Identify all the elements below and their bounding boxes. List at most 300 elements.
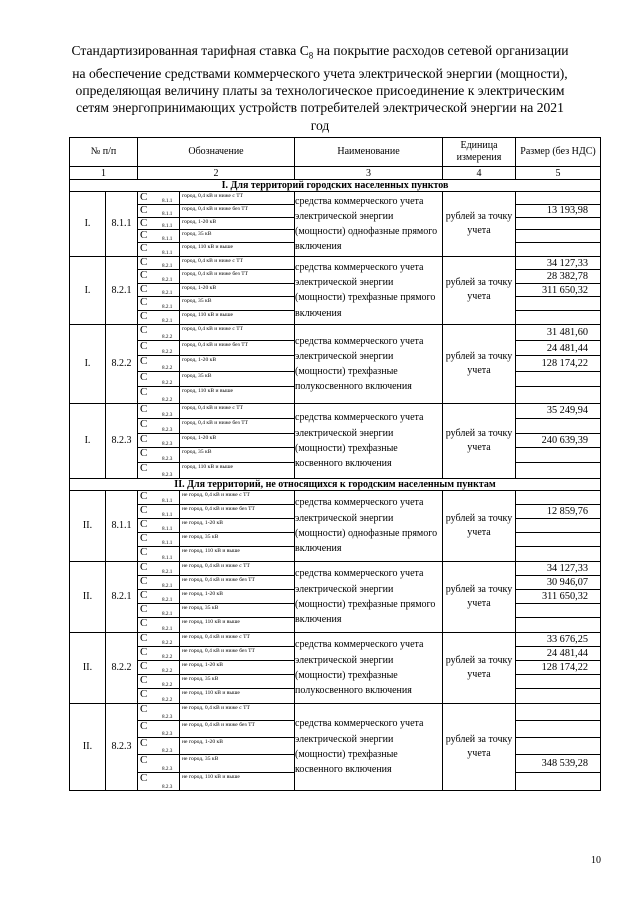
rate-condition: город, 35 кВ: [182, 449, 212, 456]
item-unit: рублей за точку учета: [443, 703, 516, 790]
rate-symbol-letter: С: [140, 417, 148, 430]
designation-subrow: [138, 491, 294, 505]
price-value: [516, 533, 600, 547]
item-name: средства коммерческого учета электрической энергии (мощности) трехфазные косвенного включения: [295, 703, 443, 790]
rate-symbol-letter: С: [140, 631, 148, 644]
rate-symbol: [138, 297, 180, 309]
section-roman: II.: [70, 490, 106, 561]
designation-subrow: [138, 604, 294, 618]
rate-symbol-index: 8.1.1: [162, 511, 173, 518]
item-name: средства коммерческого учета электрической энергии (мощности) трехфазные косвенного включения: [295, 403, 443, 478]
rate-symbol-letter: С: [140, 517, 148, 530]
rate-symbol-letter: С: [140, 588, 148, 601]
rate-symbol-letter: С: [140, 282, 148, 295]
rate-symbol: [138, 738, 180, 754]
designation-subrow: [138, 647, 294, 661]
rate-symbol: [138, 590, 180, 603]
rate-condition: не город, 1-20 кВ: [182, 519, 224, 526]
rate-condition: не город, 35 кВ: [182, 675, 219, 682]
rate-symbol-index: 8.2.3: [162, 765, 173, 772]
rate-condition: город, 35 кВ: [182, 231, 212, 238]
rate-condition: не город, 0,4 кВ и ниже без ТТ: [182, 647, 255, 654]
price-value: [516, 372, 600, 388]
rate-symbol: [138, 356, 180, 371]
rate-symbol-index: 8.2.2: [162, 681, 173, 688]
table-row: [70, 561, 601, 632]
rate-symbol-letter: С: [140, 229, 148, 242]
item-name: средства коммерческого учета электрической энергии (мощности) однофазные прямого включения: [295, 490, 443, 561]
price-value: 24 481,44: [516, 647, 600, 661]
rate-condition: город, 0,4 кВ и ниже без ТТ: [182, 341, 249, 348]
section-roman: II.: [70, 632, 106, 703]
rate-symbol-letter: С: [140, 203, 148, 216]
column-number: 5: [516, 167, 601, 180]
item-name: средства коммерческого учета электрической энергии (мощности) трехфазные полукосвенного включения: [295, 324, 443, 403]
price-cell: [516, 561, 601, 632]
rate-symbol: [138, 325, 180, 340]
rate-symbol: [138, 311, 180, 324]
rate-condition: город, 1-20 кВ: [182, 284, 217, 291]
rate-symbol-index: 8.2.3: [162, 426, 173, 433]
designation-subrow: [138, 618, 294, 632]
rate-symbol-letter: С: [140, 673, 148, 686]
rate-symbol-index: 8.2.1: [162, 582, 173, 589]
price-value: 13 193,98: [516, 205, 600, 218]
designation-subrow: [138, 590, 294, 604]
designation-cell: [138, 490, 295, 561]
rate-symbol-index: 8.2.2: [162, 349, 173, 356]
rate-symbol-index: 8.2.1: [162, 610, 173, 617]
rate-symbol-letter: С: [140, 216, 148, 229]
designation-subrow: [138, 284, 294, 297]
table-row: [70, 192, 601, 257]
designation-subrow: [138, 192, 294, 205]
price-value: [516, 721, 600, 738]
price-value: [516, 297, 600, 310]
rate-condition: город, 35 кВ: [182, 372, 212, 379]
designation-subrow: [138, 505, 294, 519]
rate-condition: не город, 1-20 кВ: [182, 590, 224, 597]
rate-symbol-letter: С: [140, 269, 148, 282]
rate-symbol: [138, 519, 180, 532]
rate-condition: город, 110 кВ и выше: [182, 388, 234, 395]
rate-condition: город, 0,4 кВ и ниже с ТТ: [182, 257, 244, 264]
rate-symbol: [138, 618, 180, 632]
rate-symbol-index: 8.1.1: [162, 210, 173, 217]
price-value: [516, 519, 600, 533]
price-cell: [516, 490, 601, 561]
rate-symbol-letter: С: [140, 503, 148, 516]
rate-symbol-index: 8.1.1: [162, 223, 173, 230]
rate-symbol-letter: С: [140, 402, 148, 415]
price-value: 31 481,60: [516, 325, 600, 341]
price-cell: [516, 256, 601, 324]
rate-symbol-letter: С: [140, 462, 148, 475]
rate-condition: город, 0,4 кВ и ниже без ТТ: [182, 205, 249, 212]
rate-symbol-index: 8.2.2: [162, 653, 173, 660]
rate-symbol-letter: С: [140, 309, 148, 322]
designation-subrow: [138, 448, 294, 463]
rate-symbol-index: 8.2.3: [162, 411, 173, 418]
rate-condition: город, 0,4 кВ и ниже без ТТ: [182, 271, 249, 278]
price-value: [516, 738, 600, 755]
item-code: 8.2.2: [106, 324, 138, 403]
rate-symbol-index: 8.1.1: [162, 554, 173, 561]
rate-condition: не город, 0,4 кВ и ниже без ТТ: [182, 722, 255, 729]
designation-subrow: [138, 773, 294, 790]
price-cell: [516, 192, 601, 257]
header-size: Размер (без НДС): [516, 138, 601, 167]
item-name: средства коммерческого учета электрической энергии (мощности) однофазные прямого включения: [295, 192, 443, 257]
price-cell: [516, 403, 601, 478]
designation-subrow: [138, 562, 294, 576]
rate-symbol-index: 8.2.3: [162, 456, 173, 463]
designation-subrow: [138, 257, 294, 270]
rate-condition: не город, 0,4 кВ и ниже без ТТ: [182, 576, 255, 583]
price-cell: [516, 324, 601, 403]
rate-symbol: [138, 576, 180, 589]
rate-symbol-index: 8.1.1: [162, 539, 173, 546]
rate-symbol-letter: С: [140, 531, 148, 544]
section-roman: II.: [70, 703, 106, 790]
item-code: 8.2.3: [106, 403, 138, 478]
table-row: [70, 256, 601, 324]
header-number: № п/п: [70, 138, 138, 167]
designation-subrow: [138, 547, 294, 561]
rate-symbol: [138, 533, 180, 546]
price-value: [516, 618, 600, 632]
rate-symbol-letter: С: [140, 355, 148, 368]
designation-subrow: [138, 463, 294, 478]
item-code: 8.2.1: [106, 256, 138, 324]
header-unit: Единица измерения: [443, 138, 516, 167]
document-title: Стандартизированная тарифная ставка $С_8$ на покрытие расходов сетевой организации на обеспечение средствами коммерческого учета электрической энергии (мощности), определяющая величину платы за технологическое присоединение к электрическим сетям энергопринимающих устройств потребителей электрической энергии на 2021 год: [71, 43, 569, 133]
designation-subrow: [138, 633, 294, 647]
rate-condition: не город, 110 кВ и выше: [182, 618, 240, 625]
rate-symbol-letter: С: [140, 645, 148, 658]
rate-symbol: [138, 704, 180, 720]
rate-symbol-letter: С: [140, 447, 148, 460]
designation-subrow: [138, 270, 294, 283]
rate-symbol-letter: С: [140, 720, 148, 733]
designation-subrow: [138, 434, 294, 449]
rate-condition: не город, 0,4 кВ и ниже с ТТ: [182, 704, 250, 711]
rate-symbol-index: 8.2.2: [162, 333, 173, 340]
rate-symbol: [138, 341, 180, 356]
price-value: [516, 311, 600, 324]
rate-symbol-index: 8.1.1: [162, 197, 173, 204]
price-value: 35 249,94: [516, 404, 600, 419]
rate-symbol: [138, 604, 180, 617]
rate-symbol-letter: С: [140, 432, 148, 445]
rate-symbol-index: 8.2.1: [162, 303, 173, 310]
rate-symbol-index: 8.2.2: [162, 667, 173, 674]
price-value: 33 676,25: [516, 633, 600, 647]
rate-condition: город, 1-20 кВ: [182, 434, 217, 441]
table-header-row: [70, 138, 601, 167]
rate-symbol-index: 8.2.3: [162, 714, 173, 721]
rate-symbol: [138, 243, 180, 256]
designation-subrow: [138, 661, 294, 675]
rate-symbol-letter: С: [140, 771, 148, 784]
price-value: [516, 547, 600, 561]
rate-symbol-index: 8.2.1: [162, 596, 173, 603]
price-cell: [516, 703, 601, 790]
rate-symbol-letter: С: [140, 191, 148, 203]
rate-symbol: [138, 205, 180, 217]
rate-symbol: [138, 661, 180, 674]
rate-symbol: [138, 647, 180, 660]
tariff-table: [69, 137, 601, 791]
section-header-row: [70, 180, 601, 192]
item-unit: рублей за точку учета: [443, 561, 516, 632]
page-number: 10: [591, 855, 601, 866]
rate-symbol-letter: С: [140, 574, 148, 587]
price-value: [516, 448, 600, 463]
column-number: 2: [138, 167, 295, 180]
designation-cell: [138, 403, 295, 478]
rate-symbol: [138, 419, 180, 433]
rate-symbol: [138, 372, 180, 387]
price-value: 240 639,39: [516, 434, 600, 449]
rate-symbol-index: 8.2.2: [162, 364, 173, 371]
section-header-row: [70, 478, 601, 490]
rate-symbol: [138, 404, 180, 418]
rate-condition: город, 110 кВ и выше: [182, 244, 234, 251]
rate-symbol: [138, 192, 180, 204]
price-value: [516, 689, 600, 703]
rate-symbol-index: 8.1.1: [162, 525, 173, 532]
designation-subrow: [138, 738, 294, 755]
rate-symbol: [138, 505, 180, 518]
designation-subrow: [138, 689, 294, 703]
item-name: средства коммерческого учета электрической энергии (мощности) трехфазные полукосвенного включения: [295, 632, 443, 703]
designation-subrow: [138, 721, 294, 738]
rate-symbol: [138, 547, 180, 561]
rate-condition: город, 1-20 кВ: [182, 218, 217, 225]
rate-symbol: [138, 270, 180, 282]
designation-cell: [138, 256, 295, 324]
rate-symbol-letter: С: [140, 339, 148, 352]
price-value: [516, 675, 600, 689]
designation-subrow: [138, 387, 294, 403]
table-row: [70, 703, 601, 790]
rate-symbol-letter: С: [140, 545, 148, 558]
designation-subrow: [138, 297, 294, 310]
rate-symbol: [138, 257, 180, 269]
rate-symbol: [138, 773, 180, 790]
rate-condition: не город, 0,4 кВ и ниже с ТТ: [182, 633, 250, 640]
rate-symbol-letter: С: [140, 255, 148, 268]
designation-subrow: [138, 419, 294, 434]
rate-symbol-index: 8.2.2: [162, 639, 173, 646]
rate-condition: не город, 0,4 кВ и ниже с ТТ: [182, 491, 250, 498]
designation-subrow: [138, 341, 294, 357]
designation-subrow: [138, 218, 294, 231]
rate-condition: город, 1-20 кВ: [182, 357, 217, 364]
rate-symbol: [138, 230, 180, 242]
designation-subrow: [138, 519, 294, 533]
item-code: 8.2.2: [106, 632, 138, 703]
price-cell: [516, 632, 601, 703]
rate-condition: не город, 0,4 кВ и ниже без ТТ: [182, 505, 255, 512]
table-row: [70, 632, 601, 703]
price-value: [516, 243, 600, 256]
rate-symbol-index: 8.1.1: [162, 236, 173, 243]
price-value: 24 481,44: [516, 341, 600, 357]
item-code: 8.2.1: [106, 561, 138, 632]
price-value: 348 539,28: [516, 755, 600, 772]
table-row: [70, 490, 601, 561]
price-value: [516, 218, 600, 231]
designation-subrow: [138, 230, 294, 243]
rate-symbol: [138, 633, 180, 646]
rate-condition: город, 110 кВ и выше: [182, 311, 234, 318]
designation-subrow: [138, 325, 294, 341]
item-code: 8.2.3: [106, 703, 138, 790]
rate-symbol-index: 8.2.1: [162, 263, 173, 270]
price-value: [516, 192, 600, 205]
designation-subrow: [138, 576, 294, 590]
table-row: [70, 324, 601, 403]
rate-symbol: [138, 721, 180, 737]
rate-symbol-index: 8.2.1: [162, 625, 173, 632]
rate-symbol-letter: С: [140, 659, 148, 672]
designation-subrow: [138, 755, 294, 772]
designation-cell: [138, 324, 295, 403]
price-value: 128 174,22: [516, 661, 600, 675]
rate-symbol: [138, 562, 180, 575]
item-unit: рублей за точку учета: [443, 324, 516, 403]
price-value: [516, 463, 600, 478]
price-value: [516, 604, 600, 618]
item-name: средства коммерческого учета электрической энергии (мощности) трехфазные прямого включения: [295, 256, 443, 324]
section-title: I. Для территорий городских населенных пунктов: [70, 180, 601, 192]
designation-subrow: [138, 404, 294, 419]
designation-subrow: [138, 704, 294, 721]
item-unit: рублей за точку учета: [443, 403, 516, 478]
rate-symbol-letter: С: [140, 296, 148, 309]
designation-subrow: [138, 372, 294, 388]
designation-subrow: [138, 533, 294, 547]
rate-condition: город, 0,4 кВ и ниже без ТТ: [182, 419, 249, 426]
price-value: 311 650,32: [516, 284, 600, 297]
rate-symbol-letter: С: [140, 616, 148, 629]
rate-symbol: [138, 218, 180, 230]
rate-condition: не город, 35 кВ: [182, 533, 219, 540]
rate-symbol-letter: С: [140, 323, 148, 336]
section-roman: I.: [70, 324, 106, 403]
column-number: 1: [70, 167, 138, 180]
rate-symbol-letter: С: [140, 702, 148, 715]
price-value: 34 127,33: [516, 257, 600, 270]
rate-symbol: [138, 689, 180, 703]
price-value: [516, 704, 600, 721]
rate-condition: не город, 110 кВ и выше: [182, 547, 240, 554]
section-roman: I.: [70, 403, 106, 478]
rate-symbol-letter: С: [140, 386, 148, 399]
rate-symbol-index: 8.2.1: [162, 568, 173, 575]
rate-symbol-index: 8.2.3: [162, 731, 173, 738]
designation-cell: [138, 192, 295, 257]
designation-cell: [138, 561, 295, 632]
price-value: 28 382,78: [516, 270, 600, 283]
rate-symbol-index: 8.2.2: [162, 380, 173, 387]
rate-symbol: [138, 284, 180, 296]
designation-cell: [138, 703, 295, 790]
rate-symbol-letter: С: [140, 737, 148, 750]
column-number: 4: [443, 167, 516, 180]
rate-condition: не город, 35 кВ: [182, 756, 219, 763]
rate-symbol-letter: С: [140, 489, 148, 502]
item-unit: рублей за точку учета: [443, 632, 516, 703]
rate-symbol-index: 8.2.2: [162, 396, 173, 403]
rate-condition: не город, 1-20 кВ: [182, 739, 224, 746]
price-value: [516, 773, 600, 790]
rate-symbol-index: 8.1.1: [162, 497, 173, 504]
item-unit: рублей за точку учета: [443, 256, 516, 324]
rate-condition: город, 35 кВ: [182, 298, 212, 305]
column-number: 3: [295, 167, 443, 180]
rate-symbol: [138, 491, 180, 504]
rate-condition: не город, 110 кВ и выше: [182, 773, 240, 780]
designation-subrow: [138, 311, 294, 324]
rate-condition: город, 0,4 кВ и ниже с ТТ: [182, 404, 244, 411]
rate-symbol-letter: С: [140, 560, 148, 573]
item-code: 8.1.1: [106, 192, 138, 257]
designation-cell: [138, 632, 295, 703]
item-name: средства коммерческого учета электрической энергии (мощности) трехфазные прямого включения: [295, 561, 443, 632]
price-value: 34 127,33: [516, 562, 600, 576]
rate-symbol: [138, 434, 180, 448]
rate-symbol: [138, 448, 180, 462]
price-value: [516, 419, 600, 434]
price-value: 30 946,07: [516, 576, 600, 590]
item-unit: рублей за точку учета: [443, 192, 516, 257]
rate-symbol-letter: С: [140, 602, 148, 615]
rate-symbol: [138, 463, 180, 478]
designation-subrow: [138, 205, 294, 218]
rate-symbol-index: 8.2.1: [162, 317, 173, 324]
rate-symbol-index: 8.2.2: [162, 696, 173, 703]
price-value: 128 174,22: [516, 356, 600, 372]
rate-condition: город, 0,4 кВ и ниже с ТТ: [182, 325, 244, 332]
section-roman: II.: [70, 561, 106, 632]
designation-subrow: [138, 243, 294, 256]
rate-symbol-letter: С: [140, 687, 148, 700]
price-value: [516, 387, 600, 403]
column-numbers-row: [70, 167, 601, 180]
rate-symbol-index: 8.2.1: [162, 290, 173, 297]
rate-symbol-letter: С: [140, 754, 148, 767]
rate-condition: город, 110 кВ и выше: [182, 464, 234, 471]
item-code: 8.1.1: [106, 490, 138, 561]
rate-condition: не город, 0,4 кВ и ниже с ТТ: [182, 562, 250, 569]
designation-subrow: [138, 356, 294, 372]
item-unit: рублей за точку учета: [443, 490, 516, 561]
rate-condition: город, 0,4 кВ и ниже с ТТ: [182, 193, 244, 199]
section-roman: I.: [70, 192, 106, 257]
section-title: II. Для территорий, не относящихся к городским населенным пунктам: [70, 478, 601, 490]
rate-symbol-index: 8.1.1: [162, 249, 173, 256]
price-value: 311 650,32: [516, 590, 600, 604]
table-row: [70, 403, 601, 478]
rate-symbol-index: 8.2.1: [162, 276, 173, 283]
rate-symbol-index: 8.2.3: [162, 471, 173, 478]
header-name: Наименование: [295, 138, 443, 167]
section-roman: I.: [70, 256, 106, 324]
rate-condition: не город, 1-20 кВ: [182, 661, 224, 668]
